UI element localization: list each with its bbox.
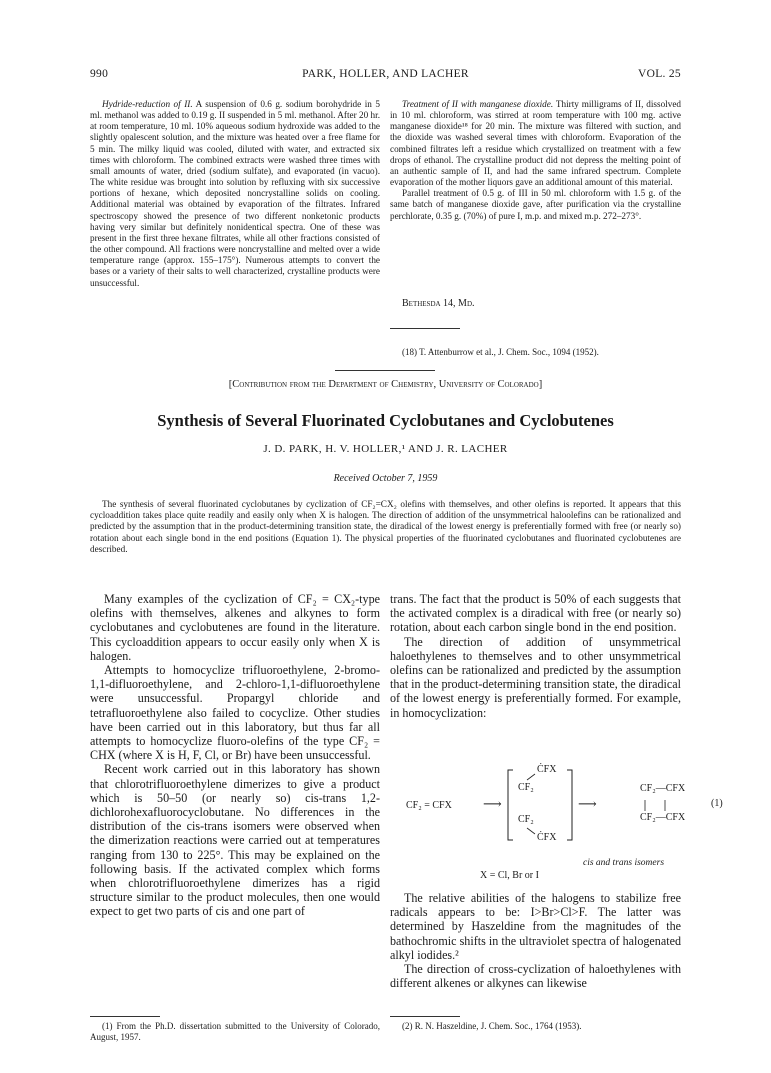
volume-number: VOL. 25 bbox=[638, 68, 681, 80]
reaction-scheme bbox=[390, 760, 723, 855]
paragraph: Thirty milligrams of II, dissolved in 10 ml. chloroform, was stirred at room temperature with 100 mg. active manganese dioxide¹⁸ for 20 min. The mixture was filtered with suction, and the dioxide was washed several times with chloroform. Evaporation of the combined filtrates left a residue which crystallized on treatment with a few drops of ethanol. The crystalline product did not depress the melting point of an authentic sample of II, and had the same infrared spectrum. Complete evaporation of the mother liquors gave an additional amount of this material. bbox=[390, 99, 681, 188]
paragraph: Many examples of the cyclization of CF₂ = CX₂-type olefins with themselves, alkenes and alkynes to form cyclobutanes and cyclobutenes are found in the literature. This cycloaddition appears to occur easily only when X is halogen. bbox=[90, 592, 380, 663]
footnote-rule bbox=[90, 1016, 160, 1017]
equation-number: (1) bbox=[711, 798, 723, 809]
product-bottom: CF₂—CFX bbox=[640, 812, 686, 823]
section-heading: Hydride-reduction of II. bbox=[102, 99, 193, 109]
paragraph: A suspension of 0.6 g. sodium borohydride in 5 ml. methanol was added to 0.19 g. II suspended in 5 ml. methanol. After 20 hr. at room temperature, 10 ml. 10% aqueous sodium hydroxide was added to the slightly opalescent solution, and the mixture was heated over a free flame for 5 min. The milky liquid was cooled, diluted with water, and extracted six times with chloroform. The combined extracts were washed three times with small amounts of water, dried (sodium sulfate), and evaporated (in vacuo). The white residue was brought into solution by refluxing with six successive portions of hexane, which deposited noncrystalline solids on cooling. Additional material was obtained by evaporation of the filtrates. Infrared spectroscopy showed the presence of two different nonketonic products having very similar but definitely nonidentical spectra. One of these was present in the first three hexane filtrates, while all other fractions consisted of the other compound. All fractions were noncrystalline and melted over a wide temperature range (approx. 155–175°). Numerous attempts to convert the bases or a variety of their salts to well characterized, crystalline products were unsuccessful. bbox=[90, 99, 380, 288]
section-heading: Treatment of II with manganese dioxide. bbox=[402, 99, 554, 109]
location: Bethesda 14, Md. bbox=[402, 298, 475, 309]
footnote-2 bbox=[390, 1021, 681, 1032]
paragraph: The relative abilities of the halogens to stabilize free radicals appears to be: I>Br>Cl>F. The latter was determined by Haszeldine from the magnitudes of the bathochromic shifts in the ultraviolet spectra of halogenated alkyl iodides.² bbox=[390, 891, 681, 962]
footnote-1 bbox=[90, 1021, 380, 1043]
footnote-rule bbox=[390, 328, 460, 329]
paragraph: The direction of addition of unsymmetrical haloethylenes to themselves and to other unsymmetrical olefins can be rationalized and predicted by the assumption that in the product-determining transition state, the diradical of the lowest energy is preferentially formed. For example, in homocyclization: bbox=[390, 634, 681, 720]
radical-bottom: ĊFX bbox=[537, 832, 557, 843]
reaction-arrow-2: ⟶ bbox=[578, 796, 597, 811]
authors: J. D. PARK, H. V. HOLLER,¹ AND J. R. LACHER bbox=[263, 443, 508, 455]
abstract: The synthesis of several fluorinated cyclobutanes by cyclization of CF₂=CX₂ olefins with themselves, and other olefins is reported. It appears that this cycloaddition takes place quite readily and easily only when X is halogen. The direction of addition of the unsymmetrical haloolefins can be rationalized and predicted by the assumption that in the product-determining transition state, the diradical of the lowest energy is preferentially formed with free (or nearly so) rotation about each single bond in the end positions (Equation 1). The physical properties of the fluorinated cyclobutanes and fluorinated cyclobutenes are described. bbox=[90, 499, 681, 554]
footnote-text: (1) From the Ph.D. dissertation submitted to the University of Colorado, August, 1957. bbox=[90, 1021, 380, 1042]
top-right-column bbox=[390, 99, 681, 222]
x-definition: X = Cl, Br or I bbox=[480, 870, 539, 881]
cf2-top: CF₂ bbox=[518, 782, 534, 793]
article-title: Synthesis of Several Fluorinated Cyclobutanes and Cyclobutenes bbox=[157, 411, 614, 430]
radical-top: ĊFX bbox=[537, 764, 557, 775]
page-number: 990 bbox=[90, 68, 109, 80]
reactant-formula: CF₂ = CFX bbox=[406, 800, 452, 811]
contribution-line: [Contribution from the Department of Chemistry, University of Colorado] bbox=[228, 379, 543, 390]
top-left-column bbox=[90, 99, 380, 289]
article-separator bbox=[335, 370, 435, 371]
footnote-rule bbox=[390, 1016, 460, 1017]
paragraph: The direction of cross-cyclization of haloethylenes with different alkenes or alkynes can likewise bbox=[390, 962, 681, 991]
body-left-column bbox=[90, 592, 380, 919]
footnote-text: (2) R. N. Haszeldine, J. Chem. Soc., 1764 (1953). bbox=[402, 1021, 582, 1031]
paragraph: Parallel treatment of 0.5 g. of III in 50 ml. chloroform with 1.5 g. of the same batch of manganese dioxide gave, after purification via the crystalline perchlorate, 0.35 g. (70%) of pure I, m.p. and mixed m.p. 272–273°. bbox=[390, 188, 681, 221]
body-right-column bbox=[390, 592, 681, 720]
paragraph: Recent work carried out in this laboratory has shown that chlorotrifluoroethylene dimerizes to give a product which is 50–50 (or nearly so) cis-trans 1,2-dichlorohexafluorocyclobutane. No differences in the distribution of the cis-trans isomers were observed when the dimerization reactions were carried out at temperatures ranging from 130 to 225°. This may be explained on the following basis. If the activated complex which forms when chlorotrifluoroethylene dimerizes has a rigid structure similar to the product molecules, then one would expect to get two parts of cis and one part of bbox=[90, 762, 380, 919]
cf2-bottom: CF₂ bbox=[518, 814, 534, 825]
product-top: CF₂—CFX bbox=[640, 783, 686, 794]
reaction-arrow: ⟶ bbox=[483, 796, 502, 811]
running-title: PARK, HOLLER, AND LACHER bbox=[302, 68, 469, 80]
body-right-column-continued bbox=[390, 891, 681, 990]
paragraph: trans. The fact that the product is 50% of each suggests that the activated complex is a diradical with free (or nearly so) rotation, about each carbon single bond in the end position. bbox=[390, 592, 681, 635]
footnote-18: (18) T. Attenburrow et al., J. Chem. Soc., 1094 (1952). bbox=[402, 347, 599, 357]
paragraph: Attempts to homocyclize trifluoroethylene, 2-bromo-1,1-difluoroethylene, and 2-chloro-1,1-difluoroethylene were unsuccessful. Propargyl chloride and tetrafluoroethylene also failed to cocyclize. Other studies have been carried out in this laboratory, but thus far all attempts to homocyclize fluoro-olefins of the type CF₂ = CHX (where X is H, F, Cl, or Br) have been unsuccessful. bbox=[90, 663, 380, 763]
received-date: Received October 7, 1959 bbox=[333, 473, 438, 484]
isomer-note: cis and trans isomers bbox=[583, 858, 665, 868]
